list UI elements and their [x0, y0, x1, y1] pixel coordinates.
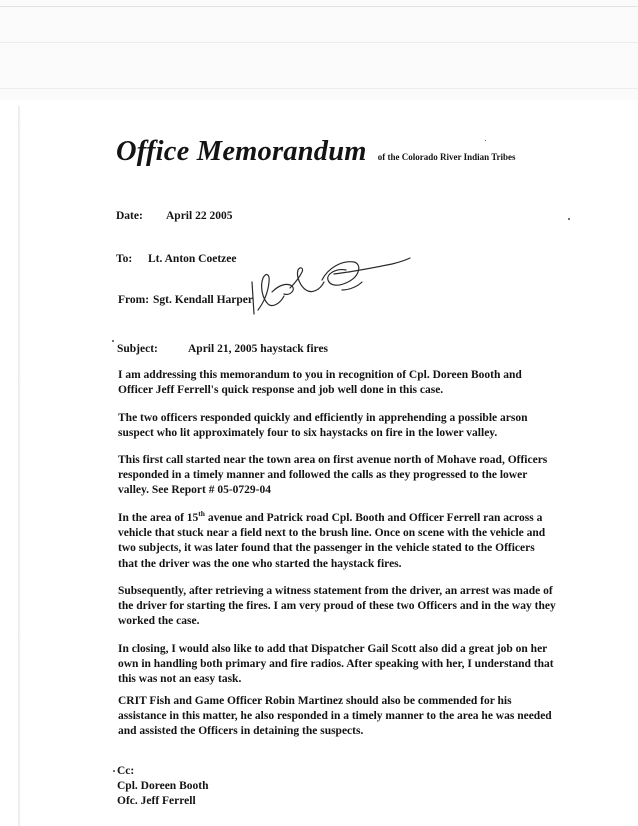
body-paragraph-5: Subsequently, after retrieving a witness statement from the driver, an arrest was made of the driver for starting the fires. I am very proud of these two Officers and in the way they worked the case. [118, 585, 556, 628]
scan-speck [113, 770, 115, 772]
to-field [116, 253, 236, 265]
scan-speck [112, 340, 114, 342]
date-value: April 22 2005 [166, 210, 233, 222]
page-edge [18, 106, 21, 826]
scan-speck [485, 140, 486, 141]
body-paragraph-4 [118, 511, 556, 572]
subject-value: April 21, 2005 haystack fires [188, 343, 329, 355]
cc-recipient: Cpl. Doreen Booth [117, 779, 209, 792]
scan-speck [568, 218, 570, 220]
fold-line [0, 42, 638, 43]
fold-line [0, 88, 638, 89]
scanner-background [0, 0, 638, 100]
to-value: Lt. Anton Coetzee [148, 253, 237, 265]
subject-field [117, 343, 328, 355]
handwritten-signature [250, 246, 415, 320]
cc-list [117, 764, 208, 808]
date-label: Date: [116, 210, 143, 222]
memo-title: Office Memorandum [116, 136, 367, 167]
date-field [116, 210, 232, 222]
body-paragraph-7: CRIT Fish and Game Officer Robin Martinez should also be commended for his assistance in this matter, he also responded in a timely manner to the area he was needed and assisted the Officers in detaining the suspects. [118, 695, 552, 738]
fold-line [0, 6, 638, 7]
cc-recipient: Ofc. Jeff Ferrell [117, 794, 196, 807]
paragraph-text: In the area of 15 [118, 512, 199, 524]
body-paragraph-1: I am addressing this memorandum to you in recognition of Cpl. Doreen Booth and Officer Jeff Ferrell's quick response and job well done in this case. [118, 369, 522, 397]
subject-label: Subject: [117, 343, 158, 355]
memo-organization: of the Colorado River Indian Tribes [377, 152, 516, 162]
body-paragraph-2: The two officers responded quickly and efficiently in apprehending a possible arson suspect who lit approximately four to six haystacks on fire in the lower valley. [118, 412, 528, 440]
body-paragraph-3: This first call started near the town area on first avenue north of Mohave road, Officers responded in a timely manner and followed the calls as they progressed to the lower valley. See Report # 05-0729-04 [118, 454, 548, 497]
body-paragraph-6: In closing, I would also like to add that Dispatcher Gail Scott also did a great job on her own in handling both primary and fire radios. After speaking with her, I understand that this was not an easy task. [118, 643, 554, 686]
paragraph-text: avenue and Patrick road Cpl. Booth and Officer Ferrell ran across a vehicle that stuck near a field next to the brush line. Once on scene with the vehicle and two subjects, it was later found that the passenger in the vehicle stated to the Officers that the driver was the one who started the haystack fires. [118, 512, 546, 570]
cc-label: Cc: [117, 765, 135, 777]
from-field [118, 294, 253, 306]
ordinal-suffix: th [198, 509, 205, 519]
memo-header [116, 136, 516, 168]
from-value: Sgt. Kendall Harper [153, 294, 253, 306]
from-label: From: [118, 294, 150, 306]
to-label: To: [116, 253, 133, 265]
